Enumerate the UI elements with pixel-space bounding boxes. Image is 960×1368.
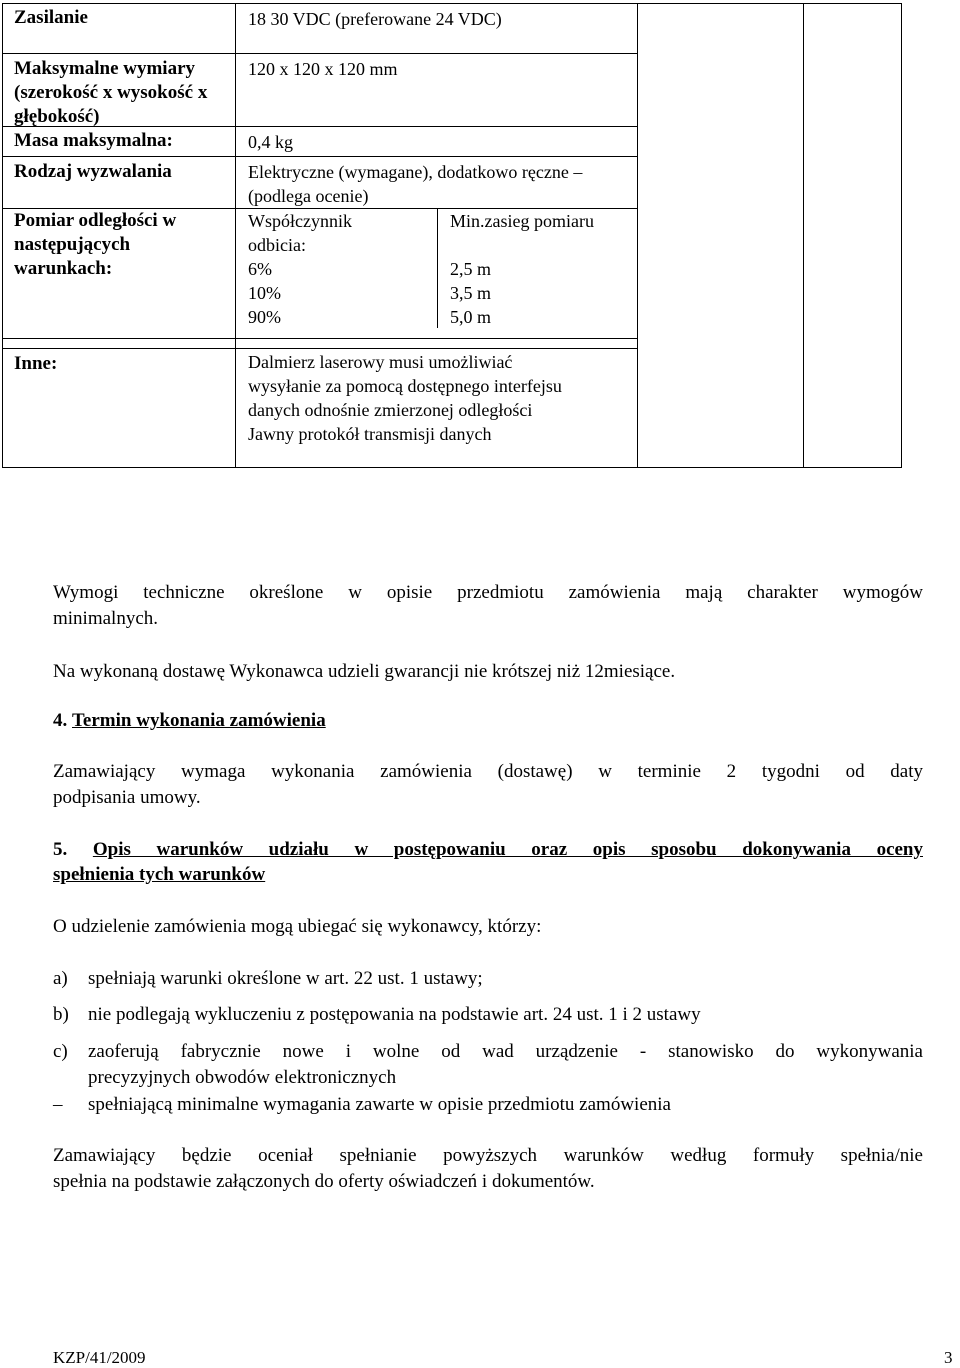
table-border-bottom xyxy=(2,467,902,468)
row-value-inne-line1: Dalmierz laserowy musi umożliwiać xyxy=(248,352,513,372)
list-item-c-line2: precyzyjnych obwodów elektronicznych xyxy=(88,1067,397,1088)
reflectance-value: 6% xyxy=(248,259,272,279)
section-5-title-line1: Opis warunków udziału w postępowaniu oraz opis sposobu dokonywania oceny xyxy=(92,839,923,860)
row-label-masa: Masa maksymalna: xyxy=(14,130,173,151)
list-marker-a: a) xyxy=(53,968,68,989)
reflectance-value: 90% xyxy=(248,307,281,327)
list-item-b: nie podlegają wykluczeniu z postępowania na podstawie art. 24 ust. 1 i 2 ustawy xyxy=(88,1004,701,1025)
table-row-line xyxy=(2,338,638,339)
deadline-paragraph-line1: Zamawiający wymaga wykonania zamówienia (dostawę) w terminie 2 tygodni od daty xyxy=(53,761,923,782)
section-5-number: 5. xyxy=(53,839,68,860)
row-label-wymiary-line2: (szerokość x wysokość x xyxy=(14,82,208,103)
footer-page-number: 3 xyxy=(944,1348,953,1367)
row-label-zasilanie: Zasilanie xyxy=(14,7,88,28)
row-label-inne: Inne: xyxy=(14,353,58,374)
row-value-wyzwalanie-line1: Elektryczne (wymagane), dodatkowo ręczne – xyxy=(248,162,583,182)
table-border-right xyxy=(901,3,902,468)
row-value-inne-line4: Jawny protokół transmisji danych xyxy=(248,424,492,444)
spec-table xyxy=(2,3,902,468)
list-marker-c: c) xyxy=(53,1041,68,1062)
warranty-paragraph: Na wykonaną dostawę Wykonawca udzieli gwarancji nie krótszej niż 12miesiące. xyxy=(53,661,676,682)
row-value-wyzwalanie-line2: (podlega ocenie) xyxy=(248,186,369,206)
eligibility-intro: O udzielenie zamówienia mogą ubiegać się wykonawcy, którzy: xyxy=(53,916,542,937)
row-value-masa: 0,4 kg xyxy=(248,132,293,152)
row-label-wymiary-line3: głębokość) xyxy=(14,106,100,127)
section-5-title-line2: spełnienia tych warunków xyxy=(53,864,266,885)
requirements-paragraph-line1: Wymogi techniczne określone w opisie przedmiotu zamówienia mają charakter wymogów xyxy=(53,582,923,603)
deadline-paragraph-line2: podpisania umowy. xyxy=(53,787,201,808)
row-label-pomiar-line3: warunkach: xyxy=(14,258,113,279)
row-value-inne-line3: danych odnośnie zmierzonej odległości xyxy=(248,400,533,420)
section-4-title: Termin wykonania zamówienia xyxy=(72,710,326,731)
section-4-number: 4. xyxy=(53,710,68,731)
table-divider-extra xyxy=(803,3,804,468)
table-border-top xyxy=(2,3,902,4)
table-row-line xyxy=(2,348,638,349)
range-value: 2,5 m xyxy=(450,259,492,279)
assessment-paragraph-line2: spełnia na podstawie załączonych do oferty oświadczeń i dokumentów. xyxy=(53,1171,595,1192)
table-row-line xyxy=(2,156,638,157)
table-divider-value xyxy=(637,3,638,468)
table-row-line xyxy=(2,53,638,54)
row-value-inne-line2: wysyłanie za pomocą dostępnego interfejsu xyxy=(248,376,562,396)
row-value-wymiary: 120 x 120 x 120 mm xyxy=(248,59,398,79)
row-label-pomiar-line1: Pomiar odległości w xyxy=(14,210,177,231)
list-marker-b: b) xyxy=(53,1004,69,1025)
range-label: Min.zasieg pomiaru xyxy=(450,211,594,231)
footer-reference: KZP/41/2009 xyxy=(53,1348,146,1367)
row-label-wymiary-line1: Maksymalne wymiary xyxy=(14,58,196,79)
list-item-dash: spełniającą minimalne wymagania zawarte w opisie przedmiotu zamówienia xyxy=(88,1094,671,1115)
range-value: 5,0 m xyxy=(450,307,492,327)
assessment-paragraph-line1: Zamawiający będzie oceniał spełnianie powyższych warunków według formuły spełnia/nie xyxy=(53,1145,923,1166)
requirements-paragraph-line2: minimalnych. xyxy=(53,608,159,629)
list-item-c-line1: zaoferują fabrycznie nowe i wolne od wad urządzenie - stanowisko do wykonywania xyxy=(88,1041,923,1062)
section-5-heading-line2 xyxy=(53,862,923,888)
table-divider-label xyxy=(235,3,236,468)
row-value-zasilanie: 18 30 VDC (preferowane 24 VDC) xyxy=(248,9,502,29)
table-border-left xyxy=(2,3,3,468)
section-4-heading xyxy=(53,708,923,734)
list-item-a: spełniają warunki określone w art. 22 ust. 1 ustawy; xyxy=(88,968,483,989)
list-marker-dash: – xyxy=(53,1094,63,1115)
reflectance-value: 10% xyxy=(248,283,281,303)
row-label-pomiar-line2: następujących xyxy=(14,234,131,255)
reflectance-label-line2: odbicia: xyxy=(248,235,306,255)
reflectance-label-line1: Współczynnik xyxy=(248,211,352,231)
row-label-wyzwalanie: Rodzaj wyzwalania xyxy=(14,161,172,182)
section-5-heading-line1 xyxy=(53,837,923,863)
table-divider-subcol xyxy=(437,208,438,328)
range-value: 3,5 m xyxy=(450,283,492,303)
